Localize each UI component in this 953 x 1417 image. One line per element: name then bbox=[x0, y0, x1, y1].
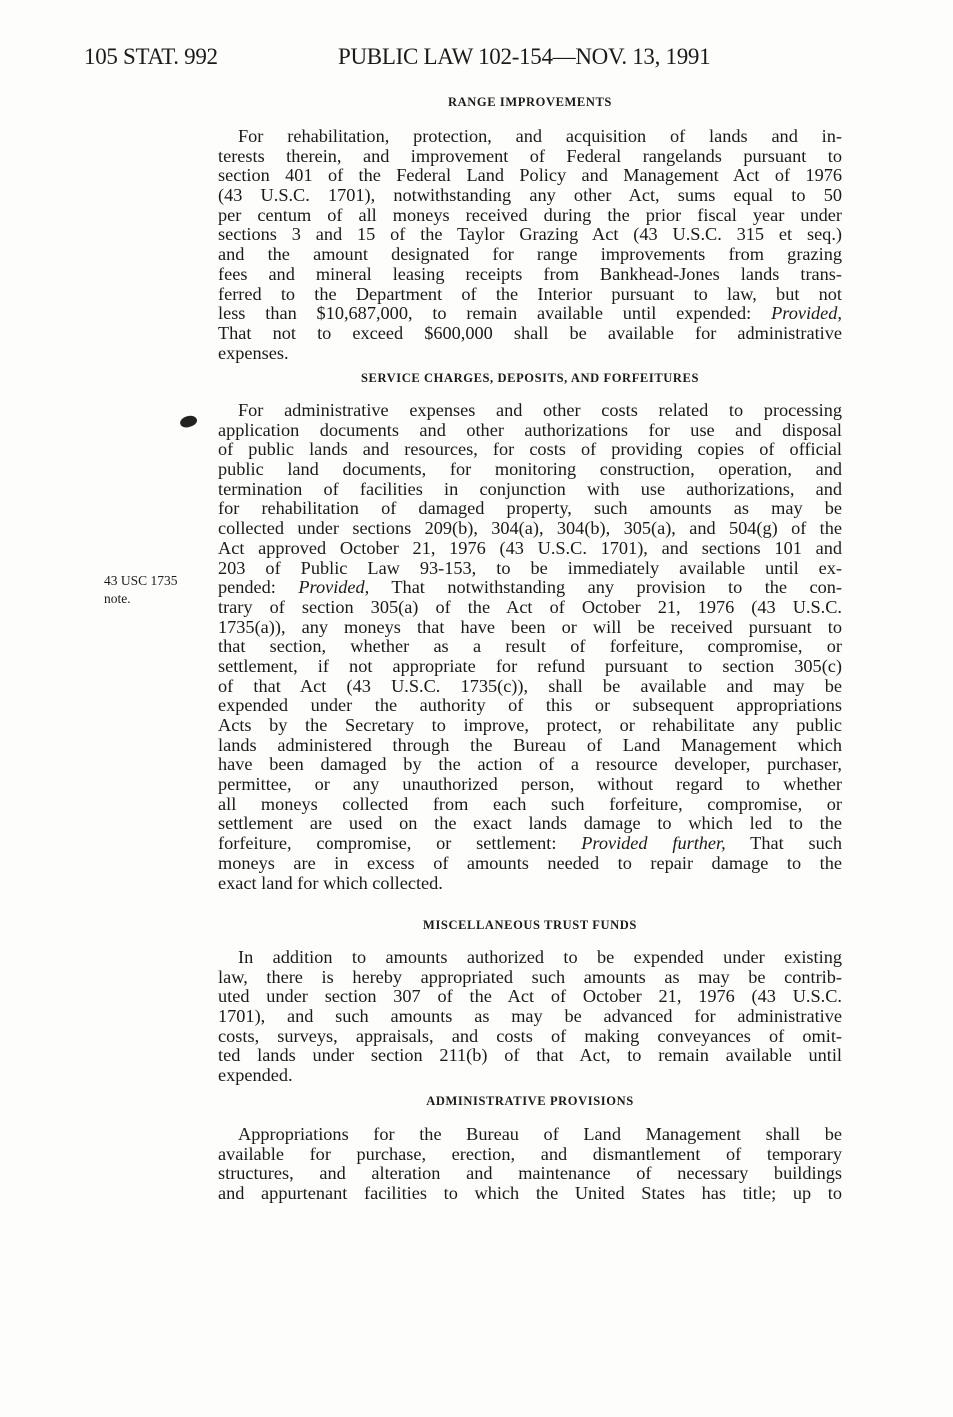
text-line bbox=[218, 578, 842, 598]
text-line: That not to exceed $600,000 shall be available for administrative bbox=[218, 322, 842, 343]
text-line: law, there is hereby appropriated such amounts as may be contrib- bbox=[218, 966, 842, 987]
text-segment: pended: bbox=[218, 577, 299, 598]
italic-text: Provided, bbox=[771, 303, 842, 324]
margin-note-citation: 43 USC 1735 bbox=[104, 573, 178, 588]
text-line: that section, whether as a result of forfeiture, compromise, or bbox=[218, 636, 842, 657]
text-line: settlement are used on the exact lands damage to which led to the bbox=[218, 813, 842, 834]
text-line: 203 of Public Law 93-153, to be immediately available until ex- bbox=[218, 557, 842, 578]
text-line: permittee, or any unauthorized person, without regard to whether bbox=[218, 774, 842, 795]
ink-blot-mark bbox=[179, 413, 199, 429]
text-line: per centum of all moneys received during the prior fiscal year under bbox=[218, 204, 842, 225]
text-line: For administrative expenses and other costs related to processing bbox=[238, 400, 842, 420]
text-line: of public lands and resources, for costs of providing copies of official bbox=[218, 439, 842, 460]
text-line: settlement, if not appropriate for refund pursuant to section 305(c) bbox=[218, 655, 842, 676]
italic-text: Provided further, bbox=[581, 833, 726, 854]
text-line: sections 3 and 15 of the Taylor Grazing Act (43 U.S.C. 315 et seq.) bbox=[218, 224, 842, 245]
text-line: terests therein, and improvement of Federal rangelands pursuant to bbox=[218, 145, 842, 166]
text-line: structures, and alteration and maintenance of necessary buildings bbox=[218, 1163, 842, 1184]
text-segment: That such bbox=[725, 833, 842, 854]
text-line: have been damaged by the action of a resource developer, purchaser, bbox=[218, 754, 842, 775]
text-line: lands administered through the Bureau of Land Management which bbox=[218, 734, 842, 755]
text-line: available for purchase, erection, and dismantlement of temporary bbox=[218, 1143, 842, 1164]
margin-note bbox=[104, 572, 178, 608]
running-title: PUBLIC LAW 102-154—NOV. 13, 1991 bbox=[338, 44, 711, 69]
text-line: public land documents, for monitoring construction, operation, and bbox=[218, 459, 842, 480]
text-line: Act approved October 21, 1976 (43 U.S.C. 1701), and sections 101 and bbox=[218, 537, 842, 558]
text-line: all moneys collected from each such forfeiture, compromise, or bbox=[218, 793, 842, 814]
text-line: Acts by the Secretary to improve, protect, or rehabilitate any public bbox=[218, 715, 842, 735]
text-line: moneys are in excess of amounts needed to repair damage to the bbox=[218, 852, 842, 873]
margin-note-label: note. bbox=[104, 591, 131, 606]
text-line: expended. bbox=[218, 1065, 293, 1086]
text-line: For rehabilitation, protection, and acquisition of lands and in- bbox=[238, 126, 842, 146]
text-segment: forfeiture, compromise, or settlement: bbox=[218, 833, 582, 854]
text-line: uted under section 307 of the Act of October 21, 1976 (43 U.S.C. bbox=[218, 986, 842, 1007]
text-line: section 401 of the Federal Land Policy and Management Act of 1976 bbox=[218, 165, 842, 186]
text-line: trary of section 305(a) of the Act of October 21, 1976 (43 U.S.C. bbox=[218, 596, 842, 617]
section-paragraph bbox=[218, 127, 842, 363]
text-line: for rehabilitation of damaged property, such amounts as may be bbox=[218, 498, 842, 519]
text-line: fees and mineral leasing receipts from Bankhead-Jones lands trans- bbox=[218, 263, 842, 284]
section-heading: SERVICE CHARGES, DEPOSITS, AND FORFEITURES bbox=[360, 371, 700, 385]
text-segment: less than $10,687,000, to remain available until expended: bbox=[218, 303, 772, 324]
text-line: and the amount designated for range improvements from grazing bbox=[218, 244, 842, 265]
text-line: exact land for which collected. bbox=[218, 872, 443, 893]
text-line: (43 U.S.C. 1701), notwithstanding any other Act, sums equal to 50 bbox=[218, 185, 842, 206]
text-line: In addition to amounts authorized to be expended under existing bbox=[238, 947, 842, 967]
stat-page-number: 105 STAT. 992 bbox=[84, 44, 218, 69]
section-paragraph bbox=[218, 1125, 842, 1204]
text-line: 1701), and such amounts as may be advanced for administrative bbox=[218, 1006, 842, 1027]
text-line: ted lands under section 211(b) of that Act, to remain available until bbox=[218, 1045, 842, 1066]
text-line: 1735(a)), any moneys that have been or will be received pursuant to bbox=[218, 616, 842, 637]
section-heading: RANGE IMPROVEMENTS bbox=[448, 95, 612, 109]
text-line: and appurtenant facilities to which the United States has title; up to bbox=[218, 1183, 842, 1204]
italic-text: Provided, bbox=[298, 577, 370, 598]
text-line: expenses. bbox=[218, 342, 289, 363]
text-line: application documents and other authorizations for use and disposal bbox=[218, 419, 842, 440]
text-line: Appropriations for the Bureau of Land Management shall be bbox=[238, 1124, 842, 1144]
text-line bbox=[218, 304, 842, 324]
text-line: collected under sections 209(b), 304(a), 304(b), 305(a), and 504(g) of the bbox=[218, 518, 842, 539]
text-line: costs, surveys, appraisals, and costs of making conveyances of omit- bbox=[218, 1025, 842, 1046]
text-segment: That notwithstanding any provision to the con- bbox=[369, 577, 842, 598]
text-line: expended under the authority of this or subsequent appropriations bbox=[218, 695, 842, 716]
text-line: of that Act (43 U.S.C. 1735(c)), shall be available and may be bbox=[218, 675, 842, 696]
section-heading: MISCELLANEOUS TRUST FUNDS bbox=[423, 918, 637, 932]
text-line bbox=[218, 834, 842, 854]
section-heading: ADMINISTRATIVE PROVISIONS bbox=[426, 1094, 634, 1108]
section-paragraph bbox=[218, 401, 842, 893]
section-paragraph bbox=[218, 948, 842, 1086]
text-line: termination of facilities in conjunction with use authorizations, and bbox=[218, 478, 842, 499]
text-line: ferred to the Department of the Interior pursuant to law, but not bbox=[218, 283, 842, 304]
